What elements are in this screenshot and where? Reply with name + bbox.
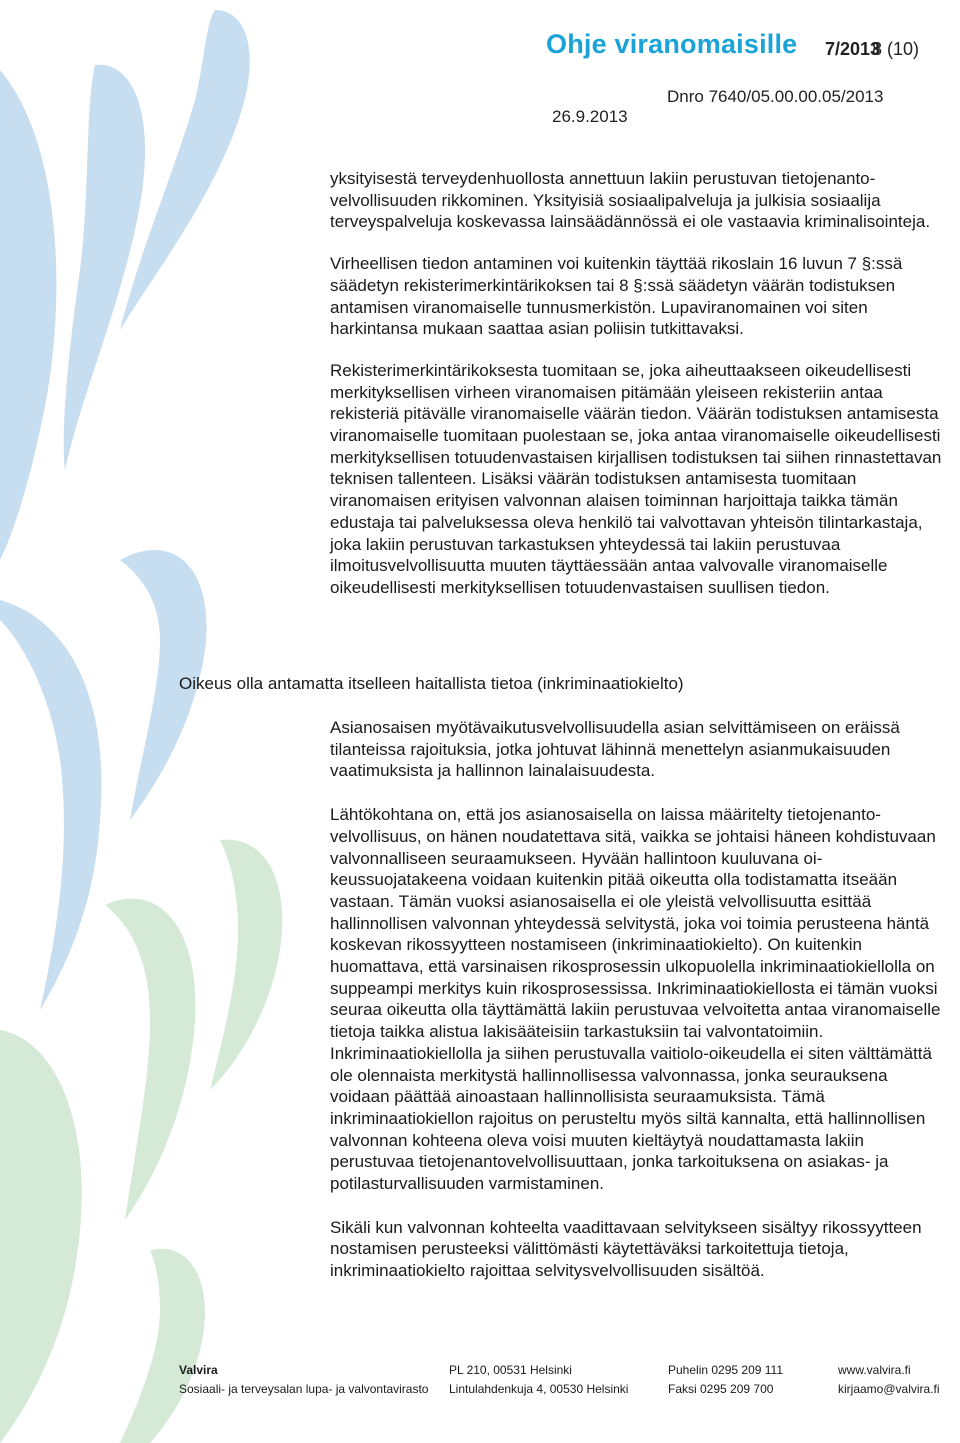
footer-phone-fax xyxy=(668,1361,783,1399)
paragraph: Asianosaisen myötävaikutusvelvollisuudella asian selvittämiseen on eräissä tilanteissa rajoituksia, jotka johtuvat lähinnä menettelyn asianmukaisuuden vaatimuksista ja hallinnon lainalaisuudesta. xyxy=(330,718,900,781)
body-text-section-2 xyxy=(330,717,944,1304)
document-number: 7/2013 xyxy=(825,39,881,59)
footer-email-link[interactable]: kirjaamo@valvira.fi xyxy=(838,1382,940,1396)
paragraph: Lähtökohtana on, että jos asianosaisella on laissa määritelty tietojenantovelvollisuus, on hänen noudatettava sitä, vaikka se johtaisi häneen kohdistuvaan valvonnalliseen seuraamukseen. Hyvään hallintoon kuuluvana oikeussuojatakeena voidaan kuitenkin pitää oikeutta olla todistamatta itseään vastaan. Tämän vuoksi asianosaisella ei ole yleistä velvollisuutta esittää hallinnollisen valvonnan yhteydessä selvitystä, joka voi toimia perusteena häntä koskevan rikossyytteen nostamiseen (inkriminaatiokielto). On kuitenkin huomattava, että varsinaisen rikosprosessin ulkopuolella inkriminaatiokiellolla on suppeampi merkitys kuin rikosprosessissa. Inkriminaatiokiellosta ei tämän vuoksi seuraa oikeutta olla täyttämättä lakiin perustuvaa velvoitetta antaa viranomaiselle tietoja taikka alistua lakisääteisiin tarkastuksiin tai valvontatoimiin. Inkriminaatiokiellolla ja siihen perustuvalla vaitiolo-oikeudella ei siten välttämättä ole olennaista merkitystä hallinnollisessa valvonnassa, jonka seurauksena voidaan päättää ainoastaan hallinnollisista seuraamuksista. Tämä inkriminaatiokiellon rajoitus on perusteltu myös siltä kannalta, että hallinnollisen valvonnan kohteena oleva voisi muuten kieltäytyä noudattamasta lakiin perustuvaa tietojenantovelvollisuuttaan, jonka tarkoituksena on asiakas- ja potilasturvallisuuden varmistaminen. xyxy=(330,805,941,1194)
logo-stroke-green-2 xyxy=(105,899,195,1220)
footer-address xyxy=(449,1361,628,1399)
footer-org-full-name: Sosiaali- ja terveysalan lupa- ja valvontavirasto xyxy=(179,1382,429,1396)
footer-website-link[interactable]: www.valvira.fi xyxy=(838,1363,911,1377)
paragraph: Rekisterimerkintärikoksesta tuomitaan se, joka aiheuttaakseen oikeudellisesti merkityksellisen virheen viranomaisen pitämään yleiseen rekisteriin antaa rekisteriä pitävälle viranomaiselle väärän tiedon. Väärän todistuksen antamisesta viranomaiselle tuomitaan puolestaan se, joka antaa viranomaiselle oikeudellisesti merkityksellisen totuudenvastaisen kirjallisen todistuksen tai siihen rinnastettavan teknisen tallenteen. Lisäksi väärän todistuksen antamisesta tuomitaan viranomaisen erityisen valvonnan alaisen toiminnan harjoittaja taikka tämän edustaja tai palveluksessa oleva henkilö tai valvottavan yhteisön tilintarkastaja, joka lakiin perustuvan tarkastuksen yhteydessä tai lakiin perustuvaa ilmoitusvelvollisuutta muuten täyttäessään antaa valvovalle viranomaiselle oikeudellisesti merkityksellisen totuudenvastaisen suullisen tiedon. xyxy=(330,360,942,597)
section-heading: Oikeus olla antamatta itselleen haitallista tietoa (inkriminaatiokielto) xyxy=(179,674,684,693)
footer-phone: Puhelin 0295 209 111 xyxy=(668,1363,783,1377)
valvira-background-logo xyxy=(0,0,330,1443)
paragraph: yksityisestä terveydenhuollosta annettuun lakiin perustuvan tietojenantovelvollisuuden rikkominen. Yksityisiä sosiaalipalveluja ja julkisia sosiaalija terveyspalveluja koskevassa lainsäädännössä ei ole vastaavia kriminalisointeja. xyxy=(330,169,931,232)
logo-stroke-blue-1 xyxy=(0,70,56,560)
body-text-section-1 xyxy=(330,168,944,619)
document-date: 26.9.2013 xyxy=(552,107,628,126)
paragraph: Sikäli kun valvonnan kohteelta vaadittavaan selvitykseen sisältyy rikossyytteen nostamisen perusteeksi välittömästi käytettäväksi tarkoitettuja tietoja, inkriminaatiokielto rajoittaa selvitysvelvollisuuden sisältöä. xyxy=(330,1217,922,1281)
logo-stroke-green-4 xyxy=(120,1249,205,1443)
page-number: 8 (10) xyxy=(872,39,920,59)
footer-fax: Faksi 0295 209 700 xyxy=(668,1382,774,1396)
footer-org-name: Valvira xyxy=(179,1363,218,1377)
logo-stroke-blue-4 xyxy=(0,600,102,1010)
footer-contact xyxy=(838,1361,940,1399)
footer-street: Lintulahdenkuja 4, 00530 Helsinki xyxy=(449,1382,629,1396)
logo-stroke-blue-2 xyxy=(64,65,145,470)
logo-stroke-green-3 xyxy=(210,840,282,1090)
footer-po-box: PL 210, 00531 Helsinki xyxy=(449,1363,572,1377)
paragraph: Virheellisen tiedon antaminen voi kuitenkin täyttää rikoslain 16 luvun 7 §:ssä säädetyn rekisterimerkintärikoksen tai 8 §:ssä säädetyn väärän todistuksen antamisen viranomaiselle tunnusmerkistön. Lupaviranomainen voi siten harkintansa mukaan saattaa asian poliisin tutkittavaksi. xyxy=(330,254,903,339)
record-number: Dnro 7640/05.00.00.05/2013 xyxy=(667,87,884,106)
footer-organization xyxy=(179,1361,428,1399)
logo-stroke-green-1 xyxy=(0,1030,82,1443)
document-title: Ohje viranomaisille xyxy=(546,29,798,59)
